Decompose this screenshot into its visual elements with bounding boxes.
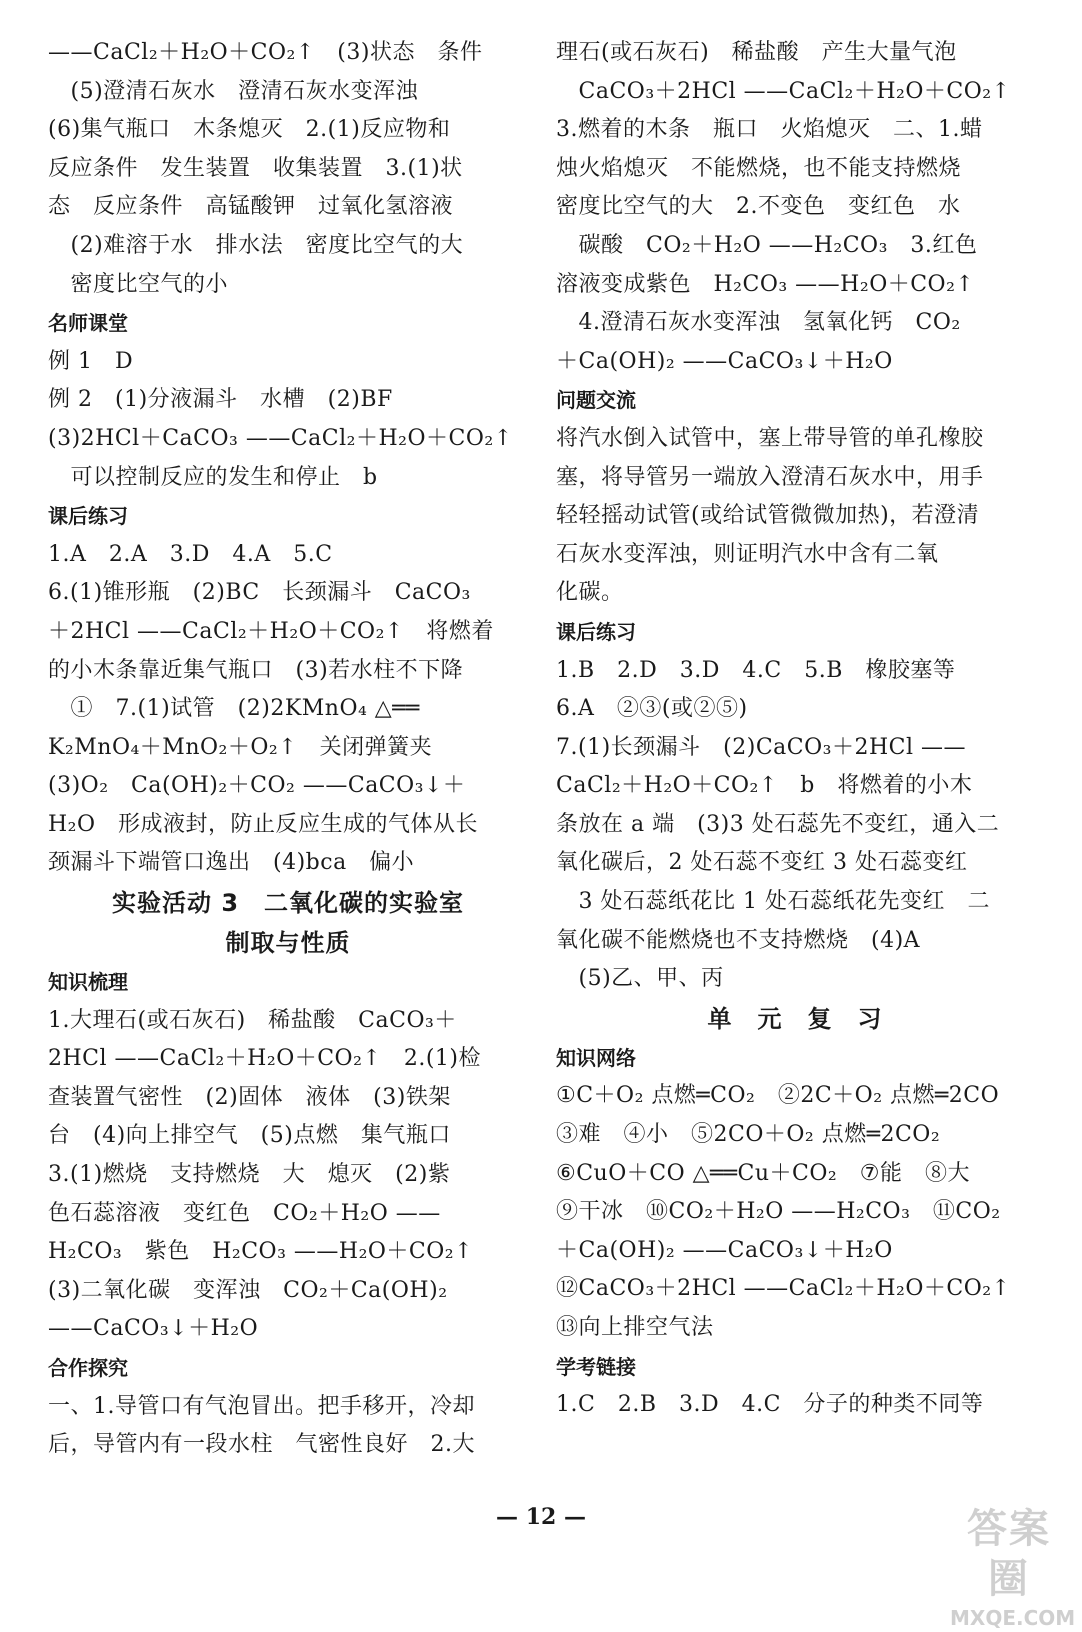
text-line: 6.A ②③(或②⑤) <box>556 696 748 722</box>
text-line: ＋Ca(OH)₂ ——CaCO₃↓＋H₂O <box>556 348 893 374</box>
text-heading: 知识网络 <box>556 1045 636 1070</box>
text-line: ——CaCO₃↓＋H₂O <box>48 1316 259 1342</box>
text-line: 例 1 D <box>48 348 134 374</box>
text-line: 可以控制反应的发生和停止 b <box>48 464 378 490</box>
text-line: 6.(1)锥形瓶 (2)BC 长颈漏斗 CaCO₃ <box>48 580 471 606</box>
text-heading: 名师课堂 <box>48 311 128 336</box>
text-line: 3 处石蕊纸花比 1 处石蕊纸花先变红 二 <box>556 889 990 915</box>
page-number: — 12 — <box>496 1504 586 1530</box>
text-line: 1.B 2.D 3.D 4.C 5.B 橡胶塞等 <box>556 657 956 683</box>
text-title: 制取与性质 <box>225 929 351 958</box>
text-line: ⑬向上排空气法 <box>556 1315 714 1340</box>
text-heading: 学考链接 <box>556 1354 636 1379</box>
text-line: (5)澄清石灰水 澄清石灰水变浑浊 <box>48 78 419 104</box>
text-line: 的小木条靠近集气瓶口 (3)若水柱不下降 <box>48 657 464 683</box>
text-line: 轻轻摇动试管(或给试管微微加热)，若澄清 <box>556 503 980 529</box>
text-line: ＋2HCl ——CaCl₂＋H₂O＋CO₂↑ 将燃着 <box>48 618 494 644</box>
text-heading: 课后练习 <box>556 619 636 644</box>
text-line: ——CaCl₂＋H₂O＋CO₂↑ (3)状态 条件 <box>48 40 483 65</box>
text-line: ⑨干冰 ⑩CO₂＋H₂O ——H₂CO₃ ⑪CO₂ <box>556 1199 1001 1225</box>
text-line: (2)难溶于水 排水法 密度比空气的大 <box>48 232 464 258</box>
text-title: 单 元 复 习 <box>707 1004 883 1033</box>
text-line: 查装置气密性 (2)固体 液体 (3)铁架 <box>48 1084 451 1110</box>
text-line: ⑥CuO＋CO △══Cu＋CO₂ ⑦能 ⑧大 <box>556 1160 970 1186</box>
text-line: 态 反应条件 高锰酸钾 过氧化氢溶液 <box>48 194 454 220</box>
text-line: CaCl₂＋H₂O＋CO₂↑ b 将燃着的小木 <box>556 773 973 799</box>
text-line: 4.澄清石灰水变浑浊 氢氧化钙 CO₂ <box>556 310 961 336</box>
text-line: (3)二氧化碳 变浑浊 CO₂＋Ca(OH)₂ <box>48 1277 448 1303</box>
text-line: ③难 ④小 ⑤2CO＋O₂ 点燃═2CO₂ <box>556 1122 941 1148</box>
text-line: 密度比空气的小 <box>48 271 229 297</box>
text-line: K₂MnO₄＋MnO₂＋O₂↑ 关闭弹簧夹 <box>48 734 433 760</box>
text-line: 1.C 2.B 3.D 4.C 分子的种类不同等 <box>556 1392 984 1418</box>
text-line: 将汽水倒入试管中，塞上带导管的单孔橡胶 <box>556 425 984 451</box>
text-line: 溶液变成紫色 H₂CO₃ ——H₂O＋CO₂↑ <box>556 271 975 297</box>
text-line: 碳酸 CO₂＋H₂O ——H₂CO₃ 3.红色 <box>556 232 978 258</box>
left-column <box>48 34 528 1465</box>
text-line: 反应条件 发生装置 收集装置 3.(1)状 <box>48 155 463 181</box>
text-line: (3)O₂ Ca(OH)₂＋CO₂ ——CaCO₃↓＋ <box>48 773 466 799</box>
text-line: (6)集气瓶口 木条熄灭 2.(1)反应物和 <box>48 117 451 143</box>
text-line: 颈漏斗下端管口逸出 (4)bca 偏小 <box>48 850 415 876</box>
watermark-logo <box>950 1504 1076 1630</box>
text-line: 台 (4)向上排空气 (5)点燃 集气瓶口 <box>48 1123 451 1149</box>
text-line: 烛火焰熄灭 不能燃烧，也不能支持燃烧 <box>556 155 962 181</box>
text-heading: 知识梳理 <box>48 970 128 995</box>
text-line: (5)乙、甲、丙 <box>556 966 724 992</box>
text-line: 密度比空气的大 2.不变色 变红色 水 <box>556 194 961 220</box>
text-line: 3.(1)燃烧 支持燃烧 大 熄灭 (2)紫 <box>48 1162 451 1188</box>
text-line: ＋Ca(OH)₂ ——CaCO₃↓＋H₂O <box>556 1237 893 1263</box>
text-line: 1.大理石(或石灰石) 稀盐酸 CaCO₃＋ <box>48 1007 457 1033</box>
text-line: 后，导管内有一段水柱 气密性良好 2.大 <box>48 1432 475 1458</box>
text-line: 例 2 (1)分液漏斗 水槽 (2)BF <box>48 387 393 413</box>
text-line: 3.燃着的木条 瓶口 火焰熄灭 二、1.蜡 <box>556 117 983 143</box>
text-line: 色石蕊溶液 变红色 CO₂＋H₂O —— <box>48 1200 441 1226</box>
text-line: 塞，将导管另一端放入澄清石灰水中，用手 <box>556 464 984 490</box>
text-line: ⑫CaCO₃＋2HCl ——CaCl₂＋H₂O＋CO₂↑ <box>556 1276 1011 1302</box>
watermark-mark: 答案圈 <box>967 1506 1051 1602</box>
text-line: 理石(或石灰石) 稀盐酸 产生大量气泡 <box>556 40 957 65</box>
text-line: 7.(1)长颈漏斗 (2)CaCO₃＋2HCl —— <box>556 734 966 760</box>
text-heading: 合作探究 <box>48 1356 128 1380</box>
text-line: H₂CO₃ 紫色 H₂CO₃ ——H₂O＋CO₂↑ <box>48 1239 474 1265</box>
text-line: 条放在 a 端 (3)3 处石蕊先不变红，通入二 <box>556 811 1000 837</box>
text-line: H₂O 形成液封，防止反应生成的气体从长 <box>48 811 479 837</box>
text-line: ①C＋O₂ 点燃═CO₂ ②2C＋O₂ 点燃═2CO <box>556 1083 1000 1109</box>
right-column <box>556 34 1034 1425</box>
text-line: 一、1.导管口有气泡冒出。把手移开，冷却 <box>48 1393 475 1419</box>
text-line: ① 7.(1)试管 (2)2KMnO₄ △══ <box>48 696 420 722</box>
text-heading: 问题交流 <box>556 388 636 413</box>
text-line: (3)2HCl＋CaCO₃ ——CaCl₂＋H₂O＋CO₂↑ <box>48 425 513 451</box>
text-line: 1.A 2.A 3.D 4.A 5.C <box>48 541 333 567</box>
text-line: CaCO₃＋2HCl ——CaCl₂＋H₂O＋CO₂↑ <box>556 78 1011 104</box>
text-line: 2HCl ——CaCl₂＋H₂O＋CO₂↑ 2.(1)检 <box>48 1046 481 1072</box>
text-line: 氧化碳不能燃烧也不支持燃烧 (4)A <box>556 927 921 953</box>
text-heading: 课后练习 <box>48 504 128 529</box>
text-line: 氧化碳后，2 处石蕊不变红 3 处石蕊变红 <box>556 850 968 876</box>
text-title: 实验活动 3 二氧化碳的实验室 <box>111 889 465 918</box>
text-line: 化碳。 <box>556 580 624 606</box>
watermark-site: MXQE.COM <box>950 1606 1076 1630</box>
text-line: 石灰水变浑浊，则证明汽水中含有二氧 <box>556 541 939 567</box>
